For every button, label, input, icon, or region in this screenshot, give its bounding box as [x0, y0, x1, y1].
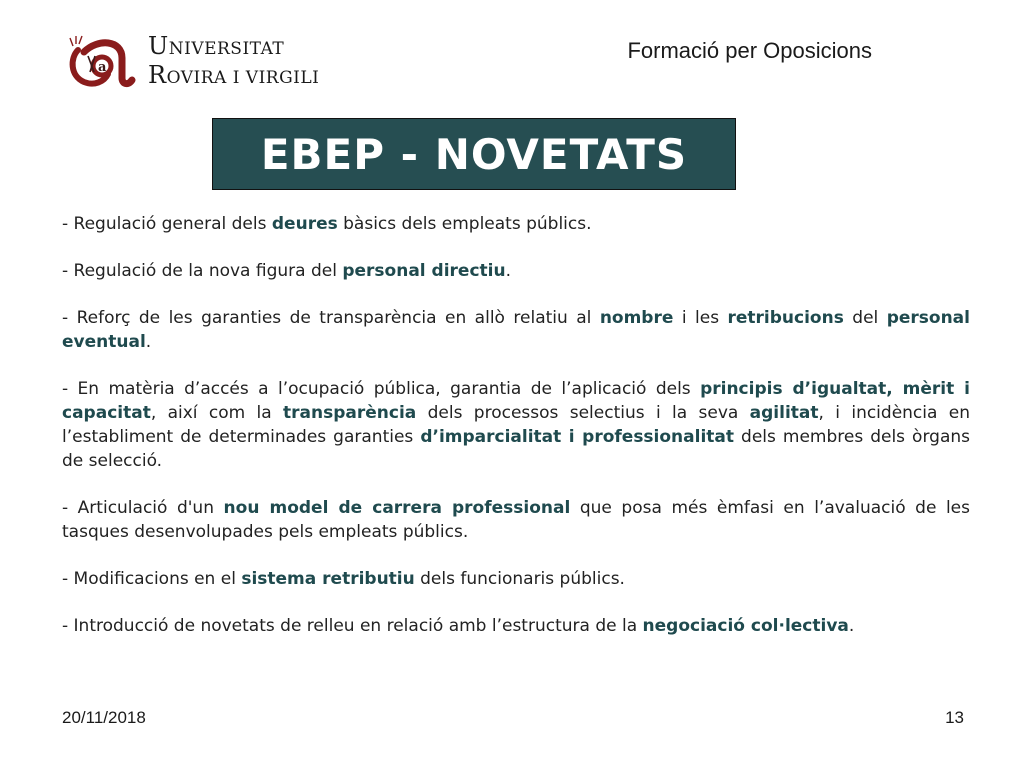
university-emblem-icon	[64, 28, 136, 92]
highlighted-text: deures	[271, 214, 338, 234]
bullet-paragraph	[62, 212, 970, 236]
logo-mark-letter: a	[98, 60, 107, 75]
logo-line1-rest: NIVERSITAT	[168, 39, 285, 59]
paragraph-text: i les	[673, 308, 728, 328]
slide-content	[62, 212, 970, 638]
paragraph-text: .	[848, 616, 855, 636]
highlighted-text: retribucions	[727, 308, 844, 328]
highlighted-text: negociació col·lectiva	[642, 616, 849, 636]
paragraph-text: , i incidència en l’establiment de determinades garanties	[62, 403, 971, 447]
logo-line2-cap: R	[148, 61, 167, 89]
university-name	[148, 33, 319, 91]
bullet-paragraph	[62, 614, 970, 638]
highlighted-text: personal directiu	[342, 261, 506, 281]
highlighted-text: transparència	[283, 403, 417, 423]
bullet-paragraph	[62, 496, 970, 544]
highlighted-text: personal eventual	[62, 308, 970, 352]
paragraph-text: - En matèria d’accés a l’ocupació pública, garantia de l’aplicació dels	[62, 379, 701, 399]
logo-line2-rest: OVIRA I VIRGILI	[166, 68, 320, 88]
header-title: Formació per Oposicions	[627, 38, 872, 63]
slide-title-box	[212, 118, 736, 190]
paragraph-text: bàsics dels empleats públics.	[337, 214, 592, 234]
bullet-paragraph	[62, 567, 970, 591]
paragraph-text: - Introducció de novetats de relleu en relació amb l’estructura de la	[62, 616, 643, 636]
highlighted-text: agilitat	[749, 403, 819, 423]
highlighted-text: d’imparcialitat i professionalitat	[420, 427, 735, 447]
paragraph-text: que posa més èmfasi en l’avaluació de les tasques desenvolupades pels empleats públics.	[62, 498, 971, 542]
bullet-paragraph	[62, 377, 970, 473]
paragraph-text: , així com la	[150, 403, 284, 423]
highlighted-text: sistema retributiu	[241, 569, 415, 589]
paragraph-text: - Regulació de la nova figura del	[62, 261, 343, 281]
paragraph-text: .	[145, 332, 152, 352]
paragraph-text: - Articulació d'un	[62, 498, 224, 518]
highlighted-text: nombre	[599, 308, 674, 328]
paragraph-text: dels membres dels òrgans de selecció.	[62, 427, 970, 471]
paragraph-text: del	[843, 308, 887, 328]
paragraph-text: .	[505, 261, 511, 281]
paragraph-text: - Regulació general dels	[62, 214, 272, 234]
footer-page-number: 13	[945, 708, 964, 727]
paragraph-text: dels processos selectius i la seva	[416, 403, 750, 423]
paragraph-text: - Modificacions en el	[62, 569, 242, 589]
slide-title: EBEP - NOVETATS	[260, 129, 688, 179]
bullet-paragraph	[62, 259, 970, 283]
bullet-paragraph	[62, 306, 970, 354]
footer-date: 20/11/2018	[62, 708, 146, 727]
paragraph-text: dels funcionaris públics.	[414, 569, 625, 589]
logo-line1-cap: U	[148, 32, 169, 60]
paragraph-text: - Reforç de les garanties de transparència en allò relatiu al	[62, 308, 600, 328]
highlighted-text: principis d’igualtat, mèrit i capacitat	[62, 379, 970, 423]
highlighted-text: nou model de carrera professional	[223, 498, 571, 518]
university-logo	[64, 28, 320, 92]
